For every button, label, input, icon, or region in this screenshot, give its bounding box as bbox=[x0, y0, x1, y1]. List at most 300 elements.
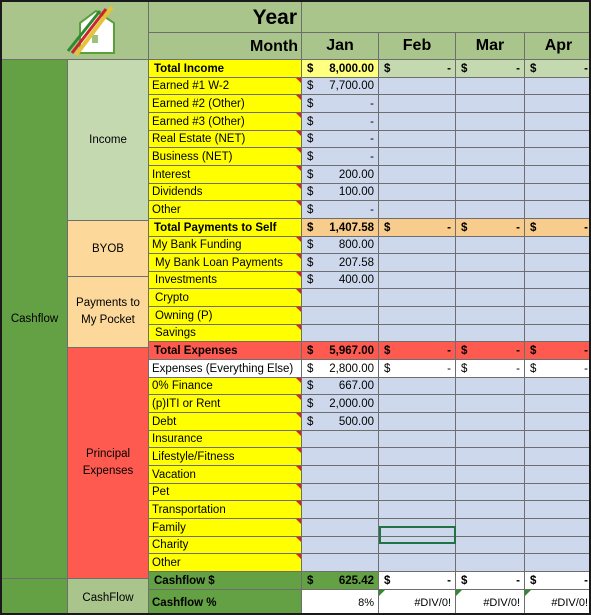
piti-apr-cell[interactable] bbox=[525, 395, 591, 413]
lifestyle-mar-cell[interactable] bbox=[456, 448, 525, 466]
comment-indicator-icon bbox=[296, 519, 301, 524]
total-expenses-label[interactable] bbox=[149, 342, 302, 360]
currency-symbol: $ bbox=[461, 345, 468, 357]
cell-value: 8% bbox=[358, 597, 374, 609]
row-label-text: Real Estate (NET) bbox=[152, 133, 246, 145]
error-indicator-icon bbox=[525, 590, 531, 596]
currency-symbol: $ bbox=[530, 345, 537, 357]
comment-indicator-icon bbox=[296, 395, 301, 400]
comment-indicator-icon bbox=[296, 78, 301, 83]
dividends-label[interactable] bbox=[149, 184, 302, 201]
total_pay_self-jan-cell[interactable] bbox=[302, 219, 379, 237]
cashflow_dollar-feb-cell[interactable] bbox=[379, 572, 456, 590]
vacation-apr-cell[interactable] bbox=[525, 466, 591, 484]
earned3-mar-cell[interactable] bbox=[456, 113, 525, 131]
family-jan-cell[interactable] bbox=[302, 519, 379, 537]
lifestyle-feb-cell[interactable] bbox=[379, 448, 456, 466]
earned2-apr-cell[interactable] bbox=[525, 95, 591, 113]
bank-loan-label[interactable] bbox=[149, 254, 302, 272]
pet-apr-cell[interactable] bbox=[525, 484, 591, 501]
row-label-text: Insurance bbox=[152, 433, 203, 445]
row-label-text: Dividends bbox=[152, 186, 203, 198]
house-arrow-logo-icon bbox=[66, 3, 136, 59]
business-apr-cell[interactable] bbox=[525, 148, 591, 166]
row-label-text: (p)ITI or Rent bbox=[152, 398, 221, 410]
currency-symbol: $ bbox=[307, 398, 314, 410]
real_estate-apr-cell[interactable] bbox=[525, 131, 591, 148]
currency-symbol: $ bbox=[384, 222, 391, 234]
owning-jan-cell[interactable] bbox=[302, 307, 379, 325]
debt-mar-cell[interactable] bbox=[456, 413, 525, 431]
logo-cell bbox=[2, 2, 149, 60]
lifestyle-apr-cell[interactable] bbox=[525, 448, 591, 466]
row-label-text: Cashflow % bbox=[152, 597, 217, 609]
owning-apr-cell[interactable] bbox=[525, 307, 591, 325]
investments-jan-cell[interactable] bbox=[302, 272, 379, 289]
row-label-text: Total Expenses bbox=[154, 345, 238, 357]
cell-value: - bbox=[370, 98, 374, 110]
pet-feb-cell[interactable] bbox=[379, 484, 456, 501]
earned1-apr-cell[interactable] bbox=[525, 78, 591, 95]
real-estate-label[interactable] bbox=[149, 131, 302, 148]
total_expenses-apr-cell[interactable] bbox=[525, 342, 591, 360]
row-label-text: Pet bbox=[152, 486, 170, 498]
comment-indicator-icon bbox=[296, 466, 301, 471]
earned1-label[interactable] bbox=[149, 78, 302, 95]
family-apr-cell[interactable] bbox=[525, 519, 591, 537]
year-header: Year bbox=[149, 2, 302, 33]
cell-value: 667.00 bbox=[338, 380, 374, 392]
interest-jan-cell[interactable] bbox=[302, 166, 379, 184]
month-mar-header[interactable]: Mar bbox=[456, 33, 525, 60]
dividends-mar-cell[interactable] bbox=[456, 184, 525, 201]
comment-indicator-icon bbox=[296, 148, 301, 153]
cell-value: - bbox=[447, 363, 451, 375]
investments-label[interactable] bbox=[149, 272, 302, 289]
comment-indicator-icon bbox=[296, 272, 301, 277]
transportation-feb-cell[interactable] bbox=[379, 501, 456, 519]
row-label-text: Other bbox=[152, 204, 181, 216]
total-income-label[interactable] bbox=[149, 60, 302, 78]
pet-jan-cell[interactable] bbox=[302, 484, 379, 501]
bank_funding-mar-cell[interactable] bbox=[456, 237, 525, 254]
savings-mar-cell[interactable] bbox=[456, 325, 525, 342]
month-apr-header[interactable]: Apr bbox=[525, 33, 591, 60]
currency-symbol: $ bbox=[530, 222, 537, 234]
debt-feb-cell[interactable] bbox=[379, 413, 456, 431]
insurance-mar-cell[interactable] bbox=[456, 431, 525, 448]
total_pay_self-apr-cell[interactable] bbox=[525, 219, 591, 237]
cashflow_dollar-mar-cell[interactable] bbox=[456, 572, 525, 590]
other_income-mar-cell[interactable] bbox=[456, 201, 525, 219]
currency-symbol: $ bbox=[307, 151, 314, 163]
cell-value: 2,800.00 bbox=[329, 363, 374, 375]
row-label-text: 0% Finance bbox=[152, 380, 213, 392]
bank_loan-apr-cell[interactable] bbox=[525, 254, 591, 272]
crypto-feb-cell[interactable] bbox=[379, 289, 456, 307]
row-label-text: Cashflow $ bbox=[154, 575, 215, 587]
cashflow_pct-apr-cell[interactable] bbox=[525, 590, 591, 615]
lifestyle-jan-cell[interactable] bbox=[302, 448, 379, 466]
business-label[interactable] bbox=[149, 148, 302, 166]
investments-mar-cell[interactable] bbox=[456, 272, 525, 289]
real_estate-feb-cell[interactable] bbox=[379, 131, 456, 148]
crypto-apr-cell[interactable] bbox=[525, 289, 591, 307]
comment-indicator-icon bbox=[296, 431, 301, 436]
currency-symbol: $ bbox=[307, 363, 314, 375]
total_income-apr-cell[interactable] bbox=[525, 60, 591, 78]
total-pay-self-label[interactable] bbox=[149, 219, 302, 237]
debt-apr-cell[interactable] bbox=[525, 413, 591, 431]
bank_loan-mar-cell[interactable] bbox=[456, 254, 525, 272]
total_pay_self-mar-cell[interactable] bbox=[456, 219, 525, 237]
currency-symbol: $ bbox=[307, 239, 314, 251]
cashflow-pct-label[interactable] bbox=[149, 590, 302, 615]
currency-symbol: $ bbox=[530, 363, 537, 375]
cell-value: - bbox=[370, 133, 374, 145]
cell-value: 7,700.00 bbox=[329, 80, 374, 92]
row-label-text: Crypto bbox=[155, 292, 189, 304]
month-header: Month bbox=[149, 33, 302, 60]
cell-value: - bbox=[370, 116, 374, 128]
family-mar-cell[interactable] bbox=[456, 519, 525, 537]
cell-value: #DIV/0! bbox=[551, 597, 588, 609]
earned3-feb-cell[interactable] bbox=[379, 113, 456, 131]
charity-mar-cell[interactable] bbox=[456, 537, 525, 554]
income-group-label: Income bbox=[68, 60, 149, 221]
row-label-text: Total Payments to Self bbox=[154, 222, 277, 234]
real_estate-mar-cell[interactable] bbox=[456, 131, 525, 148]
other_income-apr-cell[interactable] bbox=[525, 201, 591, 219]
cell-value: - bbox=[584, 222, 588, 234]
other_exp-feb-cell[interactable] bbox=[379, 554, 456, 572]
comment-indicator-icon bbox=[296, 501, 301, 506]
earned3-apr-cell[interactable] bbox=[525, 113, 591, 131]
principal-group-label: Principal Expenses bbox=[68, 348, 149, 579]
investments-feb-cell[interactable] bbox=[379, 272, 456, 289]
row-label-text: Earned #2 (Other) bbox=[152, 98, 245, 110]
piti-mar-cell[interactable] bbox=[456, 395, 525, 413]
vacation-feb-cell[interactable] bbox=[379, 466, 456, 484]
business-mar-cell[interactable] bbox=[456, 148, 525, 166]
currency-symbol: $ bbox=[530, 63, 537, 75]
piti-label[interactable] bbox=[149, 395, 302, 413]
other_exp-apr-cell[interactable] bbox=[525, 554, 591, 572]
debt-label[interactable] bbox=[149, 413, 302, 431]
savings-label[interactable] bbox=[149, 325, 302, 342]
currency-symbol: $ bbox=[461, 363, 468, 375]
bank_funding-feb-cell[interactable] bbox=[379, 237, 456, 254]
other_income-jan-cell[interactable] bbox=[302, 201, 379, 219]
vacation-jan-cell[interactable] bbox=[302, 466, 379, 484]
currency-symbol: $ bbox=[307, 98, 314, 110]
row-label-text: Vacation bbox=[152, 469, 196, 481]
cell-value: - bbox=[447, 63, 451, 75]
currency-symbol: $ bbox=[384, 345, 391, 357]
cell-value: - bbox=[584, 345, 588, 357]
other-income-label[interactable] bbox=[149, 201, 302, 219]
earned3-jan-cell[interactable] bbox=[302, 113, 379, 131]
insurance-feb-cell[interactable] bbox=[379, 431, 456, 448]
currency-symbol: $ bbox=[307, 116, 314, 128]
vacation-label[interactable] bbox=[149, 466, 302, 484]
dividends-jan-cell[interactable] bbox=[302, 184, 379, 201]
bank-funding-label[interactable] bbox=[149, 237, 302, 254]
cell-value: - bbox=[584, 363, 588, 375]
charity-apr-cell[interactable] bbox=[525, 537, 591, 554]
cashflow_dollar-jan-cell[interactable] bbox=[302, 572, 379, 590]
currency-symbol: $ bbox=[307, 133, 314, 145]
cashflow_dollar-apr-cell[interactable] bbox=[525, 572, 591, 590]
expenses_else-feb-cell[interactable] bbox=[379, 360, 456, 378]
row-label-text: Transportation bbox=[152, 504, 226, 516]
crypto-jan-cell[interactable] bbox=[302, 289, 379, 307]
total_expenses-jan-cell[interactable] bbox=[302, 342, 379, 360]
earned2-jan-cell[interactable] bbox=[302, 95, 379, 113]
transportation-label[interactable] bbox=[149, 501, 302, 519]
cell-value: 400.00 bbox=[338, 274, 374, 286]
transportation-apr-cell[interactable] bbox=[525, 501, 591, 519]
earned2-feb-cell[interactable] bbox=[379, 95, 456, 113]
row-label-text: My Bank Loan Payments bbox=[155, 257, 283, 269]
pet-label[interactable] bbox=[149, 484, 302, 501]
total_expenses-mar-cell[interactable] bbox=[456, 342, 525, 360]
row-label-text: Earned #3 (Other) bbox=[152, 116, 245, 128]
comment-indicator-icon bbox=[296, 254, 301, 259]
cell-value: - bbox=[516, 575, 520, 587]
expenses-else-label[interactable] bbox=[149, 360, 302, 378]
family-label[interactable] bbox=[149, 519, 302, 537]
cell-value: - bbox=[447, 222, 451, 234]
expenses_else-jan-cell[interactable] bbox=[302, 360, 379, 378]
cell-value: - bbox=[447, 575, 451, 587]
earned1-feb-cell[interactable] bbox=[379, 78, 456, 95]
currency-symbol: $ bbox=[307, 169, 314, 181]
month-jan-header[interactable]: Jan bbox=[302, 33, 379, 60]
comment-indicator-icon bbox=[296, 325, 301, 330]
comment-indicator-icon bbox=[296, 554, 301, 559]
currency-symbol: $ bbox=[307, 80, 314, 92]
row-label-text: Business (NET) bbox=[152, 151, 233, 163]
cashflow-group-label: CashFlow bbox=[68, 579, 149, 615]
total_pay_self-feb-cell[interactable] bbox=[379, 219, 456, 237]
cell-value: 1,407.58 bbox=[329, 222, 374, 234]
finance-mar-cell[interactable] bbox=[456, 378, 525, 395]
cell-value: 500.00 bbox=[338, 416, 374, 428]
finance-feb-cell[interactable] bbox=[379, 378, 456, 395]
comment-indicator-icon bbox=[296, 289, 301, 294]
crypto-label[interactable] bbox=[149, 289, 302, 307]
total_income-jan-cell[interactable] bbox=[302, 60, 379, 78]
cell-value: - bbox=[370, 204, 374, 216]
earned1-jan-cell[interactable] bbox=[302, 78, 379, 95]
currency-symbol: $ bbox=[307, 575, 314, 587]
cell-value: #DIV/0! bbox=[414, 597, 451, 609]
comment-indicator-icon bbox=[296, 95, 301, 100]
piti-feb-cell[interactable] bbox=[379, 395, 456, 413]
comment-indicator-icon bbox=[296, 484, 301, 489]
currency-symbol: $ bbox=[530, 575, 537, 587]
expenses_else-mar-cell[interactable] bbox=[456, 360, 525, 378]
cell-value: 200.00 bbox=[338, 169, 374, 181]
total_expenses-feb-cell[interactable] bbox=[379, 342, 456, 360]
error-indicator-icon bbox=[379, 590, 385, 596]
row-label-text: Earned #1 W-2 bbox=[152, 80, 230, 92]
piti-jan-cell[interactable] bbox=[302, 395, 379, 413]
month-feb-header[interactable]: Feb bbox=[379, 33, 456, 60]
currency-symbol: $ bbox=[307, 63, 314, 75]
row-label-text: Lifestyle/Fitness bbox=[152, 451, 235, 463]
cashflow-section-label: Cashflow bbox=[2, 60, 68, 579]
finance-label[interactable] bbox=[149, 378, 302, 395]
currency-symbol: $ bbox=[307, 274, 314, 286]
earned2-label[interactable] bbox=[149, 95, 302, 113]
cashflow_pct-jan-cell[interactable] bbox=[302, 590, 379, 615]
insurance-apr-cell[interactable] bbox=[525, 431, 591, 448]
cell-value: - bbox=[516, 345, 520, 357]
cell-value: - bbox=[447, 345, 451, 357]
comment-indicator-icon bbox=[296, 378, 301, 383]
crypto-mar-cell[interactable] bbox=[456, 289, 525, 307]
owning-label[interactable] bbox=[149, 307, 302, 325]
currency-symbol: $ bbox=[307, 257, 314, 269]
comment-indicator-icon bbox=[296, 113, 301, 118]
interest-mar-cell[interactable] bbox=[456, 166, 525, 184]
transportation-jan-cell[interactable] bbox=[302, 501, 379, 519]
transportation-mar-cell[interactable] bbox=[456, 501, 525, 519]
comment-indicator-icon bbox=[296, 237, 301, 242]
cell-value: 800.00 bbox=[338, 239, 374, 251]
finance-jan-cell[interactable] bbox=[302, 378, 379, 395]
dividends-apr-cell[interactable] bbox=[525, 184, 591, 201]
cell-value: 2,000.00 bbox=[329, 398, 374, 410]
currency-symbol: $ bbox=[461, 575, 468, 587]
currency-symbol: $ bbox=[384, 575, 391, 587]
owning-feb-cell[interactable] bbox=[379, 307, 456, 325]
dividends-feb-cell[interactable] bbox=[379, 184, 456, 201]
interest-apr-cell[interactable] bbox=[525, 166, 591, 184]
cell-value: 5,967.00 bbox=[329, 345, 374, 357]
row-label-text: Other bbox=[152, 557, 181, 569]
interest-label[interactable] bbox=[149, 166, 302, 184]
other_income-feb-cell[interactable] bbox=[379, 201, 456, 219]
currency-symbol: $ bbox=[307, 345, 314, 357]
cell-value: - bbox=[516, 63, 520, 75]
currency-symbol: $ bbox=[461, 222, 468, 234]
business-jan-cell[interactable] bbox=[302, 148, 379, 166]
bank_funding-apr-cell[interactable] bbox=[525, 237, 591, 254]
cashflow-dollar-label[interactable] bbox=[149, 572, 302, 590]
comment-indicator-icon bbox=[296, 184, 301, 189]
currency-symbol: $ bbox=[384, 363, 391, 375]
cell-value: 8,000.00 bbox=[329, 63, 374, 75]
cell-value: - bbox=[516, 363, 520, 375]
currency-symbol: $ bbox=[307, 204, 314, 216]
cashflow_pct-mar-cell[interactable] bbox=[456, 590, 525, 615]
bank_loan-jan-cell[interactable] bbox=[302, 254, 379, 272]
row-label-text: My Bank Funding bbox=[152, 239, 242, 251]
currency-symbol: $ bbox=[307, 380, 314, 392]
error-indicator-icon bbox=[456, 590, 462, 596]
business-feb-cell[interactable] bbox=[379, 148, 456, 166]
cell-value: 100.00 bbox=[338, 186, 374, 198]
savings-jan-cell[interactable] bbox=[302, 325, 379, 342]
comment-indicator-icon bbox=[296, 537, 301, 542]
bank_funding-jan-cell[interactable] bbox=[302, 237, 379, 254]
row-label-text: Charity bbox=[152, 539, 189, 551]
cell-value: - bbox=[516, 222, 520, 234]
earned3-label[interactable] bbox=[149, 113, 302, 131]
cell-value: #DIV/0! bbox=[483, 597, 520, 609]
row-label-text: Owning (P) bbox=[155, 310, 213, 322]
debt-jan-cell[interactable] bbox=[302, 413, 379, 431]
interest-feb-cell[interactable] bbox=[379, 166, 456, 184]
selected-cell[interactable] bbox=[379, 526, 456, 544]
vacation-mar-cell[interactable] bbox=[456, 466, 525, 484]
insurance-jan-cell[interactable] bbox=[302, 431, 379, 448]
cell-value: 207.58 bbox=[338, 257, 374, 269]
earned1-mar-cell[interactable] bbox=[456, 78, 525, 95]
currency-symbol: $ bbox=[461, 63, 468, 75]
bank_loan-feb-cell[interactable] bbox=[379, 254, 456, 272]
total_income-feb-cell[interactable] bbox=[379, 60, 456, 78]
cell-value: 625.42 bbox=[338, 575, 374, 587]
comment-indicator-icon bbox=[296, 201, 301, 206]
savings-feb-cell[interactable] bbox=[379, 325, 456, 342]
charity-label[interactable] bbox=[149, 537, 302, 554]
insurance-label[interactable] bbox=[149, 431, 302, 448]
row-label-text: Debt bbox=[152, 416, 177, 428]
byob-group-label: BYOB bbox=[68, 221, 149, 277]
earned2-mar-cell[interactable] bbox=[456, 95, 525, 113]
pet-mar-cell[interactable] bbox=[456, 484, 525, 501]
comment-indicator-icon bbox=[296, 448, 301, 453]
currency-symbol: $ bbox=[307, 416, 314, 428]
row-label-text: Expenses (Everything Else) bbox=[152, 363, 294, 375]
cell-value: - bbox=[584, 575, 588, 587]
cell-value: - bbox=[370, 151, 374, 163]
comment-indicator-icon bbox=[296, 307, 301, 312]
comment-indicator-icon bbox=[296, 413, 301, 418]
currency-symbol: $ bbox=[307, 222, 314, 234]
owning-mar-cell[interactable] bbox=[456, 307, 525, 325]
comment-indicator-icon bbox=[296, 131, 301, 136]
row-label-text: Total Income bbox=[154, 63, 225, 75]
comment-indicator-icon bbox=[296, 166, 301, 171]
investments-apr-cell[interactable] bbox=[525, 272, 591, 289]
finance-apr-cell[interactable] bbox=[525, 378, 591, 395]
cashflow_pct-feb-cell[interactable] bbox=[379, 590, 456, 615]
real_estate-jan-cell[interactable] bbox=[302, 131, 379, 148]
expenses_else-apr-cell[interactable] bbox=[525, 360, 591, 378]
cashflow-section-bottom bbox=[2, 579, 68, 615]
other_exp-mar-cell[interactable] bbox=[456, 554, 525, 572]
other-exp-label[interactable] bbox=[149, 554, 302, 572]
savings-apr-cell[interactable] bbox=[525, 325, 591, 342]
row-label-text: Interest bbox=[152, 169, 191, 181]
currency-symbol: $ bbox=[384, 63, 391, 75]
year-band bbox=[302, 2, 591, 33]
other_exp-jan-cell[interactable] bbox=[302, 554, 379, 572]
lifestyle-label[interactable] bbox=[149, 448, 302, 466]
row-label-text: Family bbox=[152, 522, 186, 534]
cell-value: - bbox=[584, 63, 588, 75]
charity-jan-cell[interactable] bbox=[302, 537, 379, 554]
row-label-text: Investments bbox=[155, 274, 217, 286]
total_income-mar-cell[interactable] bbox=[456, 60, 525, 78]
payments-group-label: Payments to My Pocket bbox=[68, 277, 149, 348]
row-label-text: Savings bbox=[155, 327, 196, 339]
